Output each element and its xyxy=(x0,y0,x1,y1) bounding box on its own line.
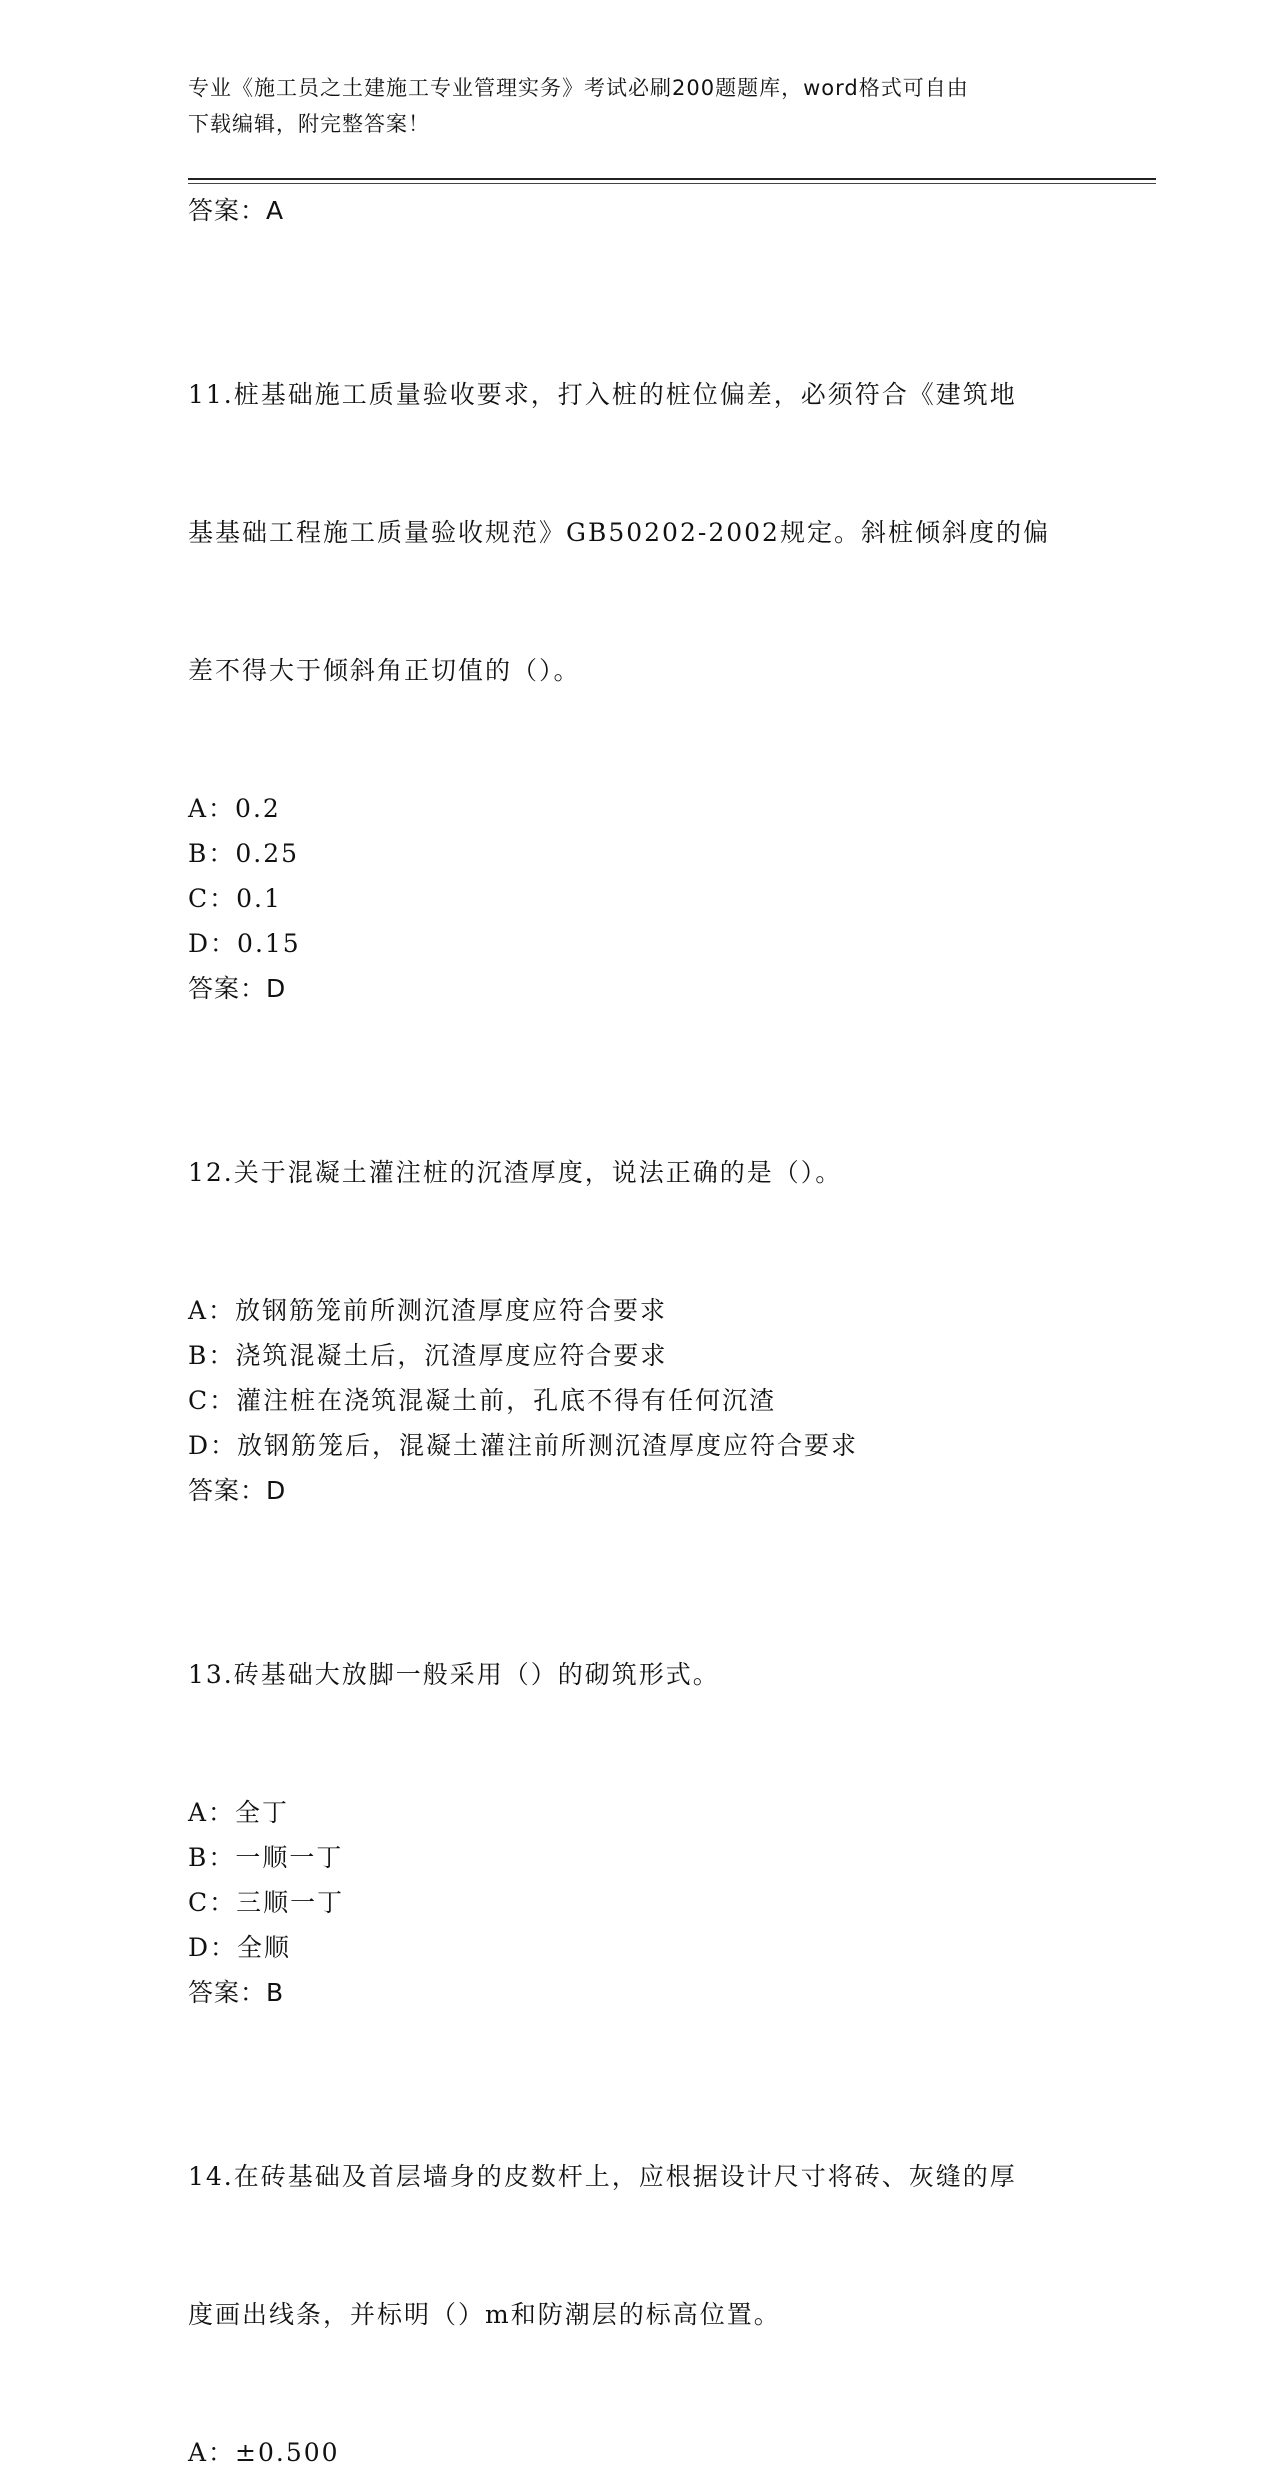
header-line-1: 专业《施工员之土建施工专业管理实务》考试必刷200题题库，word格式可自由 xyxy=(188,76,969,100)
question-13-option-c: C：三顺一丁 xyxy=(188,1888,345,1917)
spacer xyxy=(188,1514,1088,1560)
question-13-option-b: B：一顺一丁 xyxy=(188,1843,344,1872)
question-11-option-d: D：0.15 xyxy=(188,929,301,958)
spacer xyxy=(188,1012,1088,1058)
question-14-stem xyxy=(188,2062,1088,2430)
spacer xyxy=(188,234,1088,280)
question-11 xyxy=(188,280,1088,1012)
question-12-option-a: A：放钢筋笼前所测沉渣厚度应符合要求 xyxy=(188,1296,668,1325)
question-14-stem-line: 度画出线条，并标明（）m和防潮层的标高位置。 xyxy=(188,2300,781,2329)
question-13-answer: 答案：B xyxy=(188,1978,285,2007)
question-list xyxy=(188,188,1088,2475)
document-header xyxy=(188,70,1088,142)
question-11-stem xyxy=(188,280,1088,786)
question-11-answer: 答案：D xyxy=(188,974,287,1003)
question-14 xyxy=(188,2062,1088,2475)
spacer xyxy=(188,2016,1088,2062)
question-12-option-b: B：浇筑混凝土后，沉渣厚度应符合要求 xyxy=(188,1341,668,1370)
question-13-stem-line: 13.砖基础大放脚一般采用（）的砌筑形式。 xyxy=(188,1660,720,1689)
question-12-stem-line: 12.关于混凝土灌注桩的沉渣厚度，说法正确的是（）。 xyxy=(188,1158,843,1187)
question-14-stem-line: 14.在砖基础及首层墙身的皮数杆上，应根据设计尺寸将砖、灰缝的厚 xyxy=(188,2162,1017,2191)
question-12-stem xyxy=(188,1058,1088,1288)
header-divider-thick xyxy=(188,178,1156,180)
question-13-option-a: A：全丁 xyxy=(188,1798,290,1827)
question-12-option-d: D：放钢筋笼后，混凝土灌注前所测沉渣厚度应符合要求 xyxy=(188,1431,859,1460)
header-line-2: 下载编辑，附完整答案！ xyxy=(188,112,430,136)
answer-previous: 答案：A xyxy=(188,196,285,225)
question-11-stem-line: 11.桩基础施工质量验收要求，打入桩的桩位偏差，必须符合《建筑地 xyxy=(188,380,1017,409)
question-11-option-a: A：0.2 xyxy=(188,794,281,823)
question-12-option-c: C：灌注桩在浇筑混凝土前，孔底不得有任何沉渣 xyxy=(188,1386,777,1415)
header-divider-thin xyxy=(188,183,1156,184)
question-11-option-b: B：0.25 xyxy=(188,839,300,868)
question-11-stem-line: 基基础工程施工质量验收规范》GB50202-2002规定。斜桩倾斜度的偏 xyxy=(188,518,1050,547)
question-12 xyxy=(188,1058,1088,1514)
question-13 xyxy=(188,1560,1088,2016)
question-12-answer: 答案：D xyxy=(188,1476,287,1505)
question-13-option-d: D：全顺 xyxy=(188,1933,292,1962)
question-11-option-c: C：0.1 xyxy=(188,884,282,913)
question-11-stem-line: 差不得大于倾斜角正切值的（）。 xyxy=(188,656,581,685)
question-14-option-a: A：±0.500 xyxy=(188,2438,340,2467)
question-13-stem xyxy=(188,1560,1088,1790)
